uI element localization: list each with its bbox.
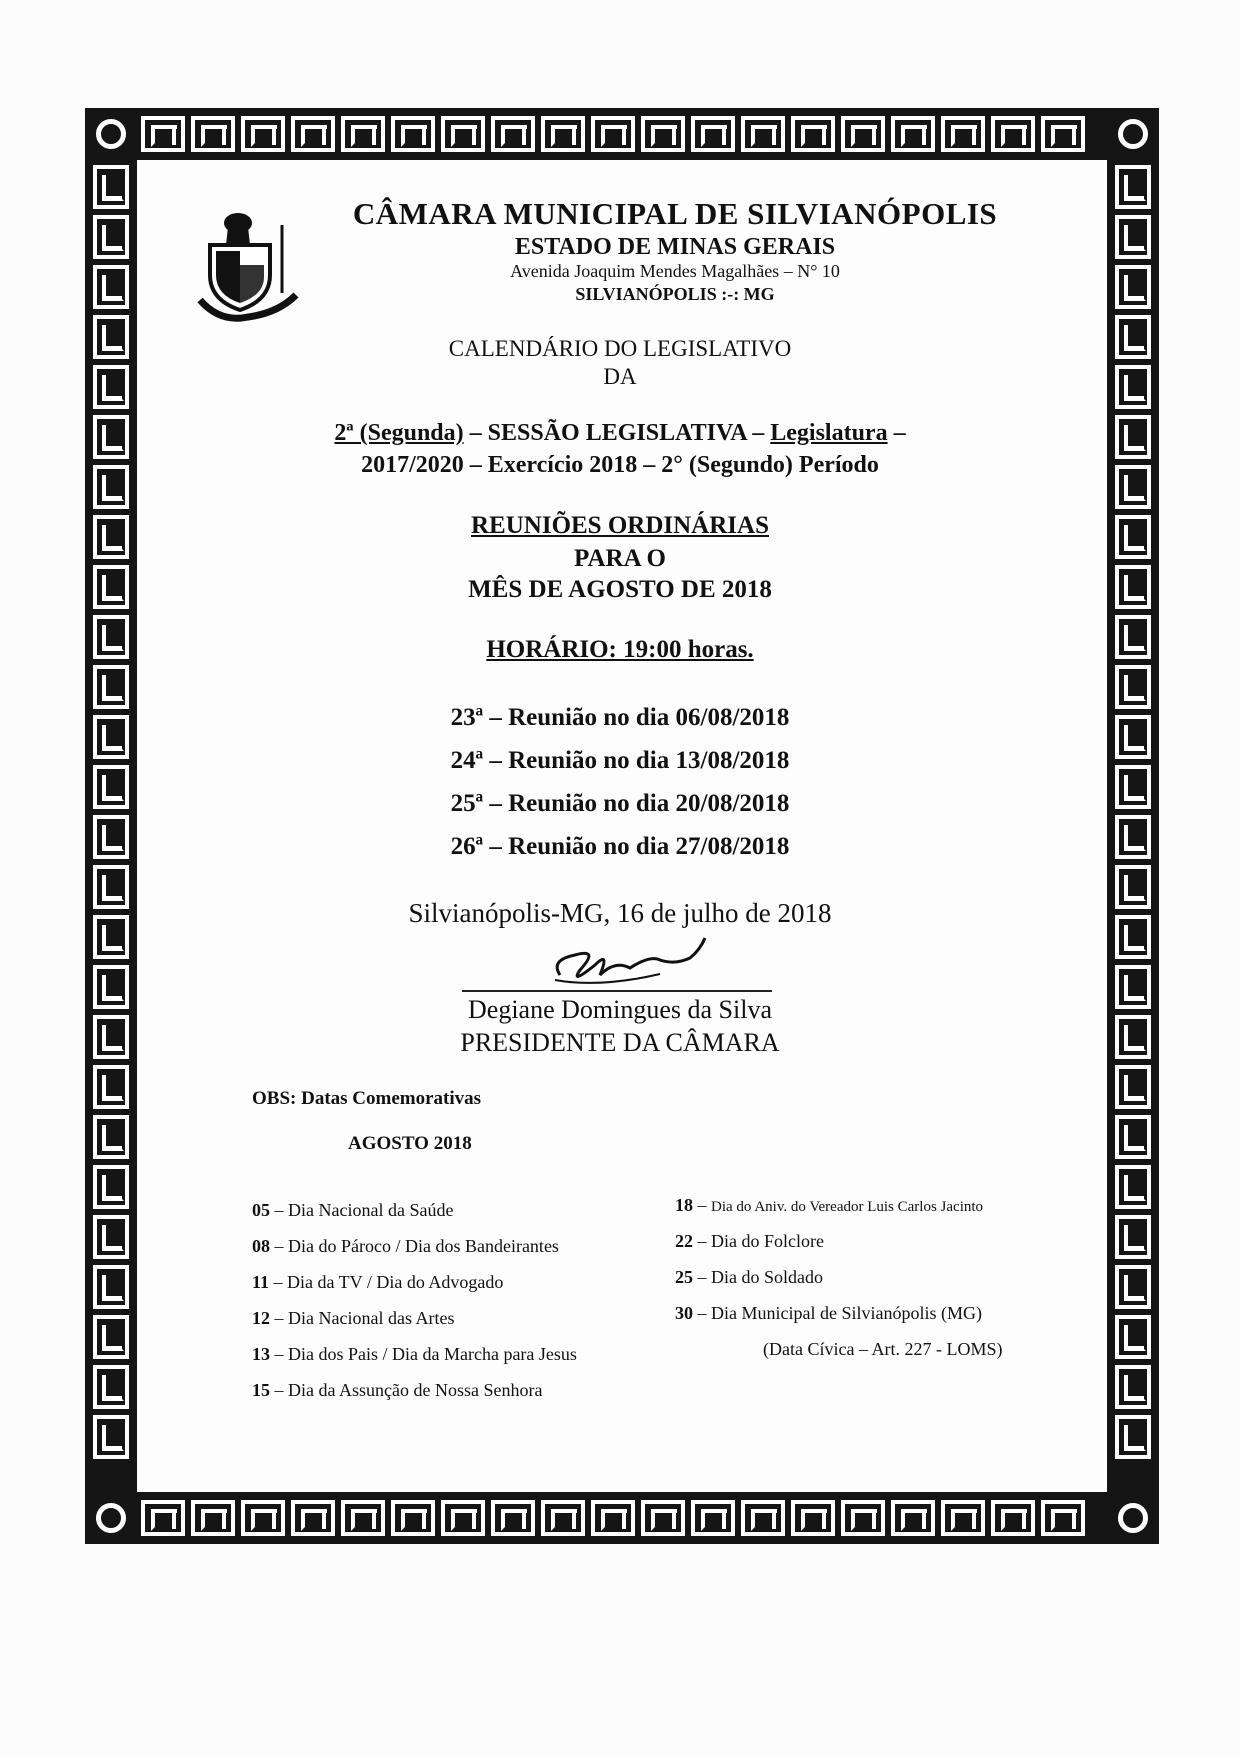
corner-ornament-tl bbox=[96, 119, 126, 149]
session-ordinal: 2ª (Segunda) bbox=[334, 420, 464, 446]
greek-key-tile bbox=[691, 116, 735, 152]
greek-key-tile bbox=[541, 1500, 585, 1536]
greek-key-tile bbox=[891, 116, 935, 152]
list-item: 11 – Dia da TV / Dia do Advogado bbox=[252, 1272, 504, 1292]
greek-key-tile bbox=[1115, 1065, 1151, 1109]
greek-key-tile bbox=[391, 1500, 435, 1536]
greek-key-tile bbox=[1115, 1215, 1151, 1259]
signature-line bbox=[462, 990, 772, 992]
session-line-1 bbox=[0, 420, 1240, 447]
greek-key-tile bbox=[741, 116, 785, 152]
list-item: 08 – Dia do Pároco / Dia dos Bandeirantes bbox=[252, 1236, 559, 1256]
obs-title: OBS: Datas Comemorativas bbox=[252, 1088, 482, 1109]
reunioes-para: PARA O bbox=[574, 545, 666, 572]
greek-key-tile bbox=[841, 1500, 885, 1536]
greek-key-tile bbox=[291, 116, 335, 152]
calendar-title: CALENDÁRIO DO LEGISLATIVO bbox=[448, 336, 792, 361]
greek-key-tile bbox=[791, 116, 835, 152]
corner-ornament-tr bbox=[1118, 119, 1148, 149]
greek-key-tile bbox=[491, 1500, 535, 1536]
greek-key-tile bbox=[93, 1315, 129, 1359]
greek-key-tile bbox=[1115, 1415, 1151, 1459]
corner-ornament-br bbox=[1118, 1503, 1148, 1533]
greek-key-tile bbox=[93, 1265, 129, 1309]
session-line-end: – bbox=[887, 420, 906, 446]
greek-key-tile bbox=[941, 116, 985, 152]
dates-right-column bbox=[675, 1190, 1002, 1370]
greek-key-tile bbox=[93, 1365, 129, 1409]
greek-key-tile bbox=[441, 116, 485, 152]
list-item: 13 – Dia dos Pais / Dia da Marcha para Jesus bbox=[252, 1344, 577, 1364]
greek-key-tile bbox=[93, 1165, 129, 1209]
greek-key-tile bbox=[991, 1500, 1035, 1536]
greek-key-tile bbox=[941, 1500, 985, 1536]
list-item: 30 – Dia Municipal de Silvianópolis (MG) bbox=[675, 1303, 982, 1323]
greek-key-tile bbox=[291, 1500, 335, 1536]
list-item: 12 – Dia Nacional das Artes bbox=[252, 1308, 455, 1328]
greek-key-tile bbox=[241, 1500, 285, 1536]
session-title: – SESSÃO LEGISLATIVA – bbox=[463, 420, 771, 446]
dates-left-column bbox=[252, 1195, 577, 1411]
meeting-time: HORÁRIO: 19:00 horas. bbox=[486, 636, 754, 663]
greek-key-tile bbox=[1041, 1500, 1085, 1536]
greek-key-tile bbox=[841, 116, 885, 152]
corner-ornament-bl bbox=[96, 1503, 126, 1533]
list-item: 18 – Dia do Aniv. do Vereador Luis Carlos Jacinto bbox=[675, 1195, 984, 1215]
signer-name: Degiane Domingues da Silva bbox=[468, 995, 772, 1024]
greek-key-tile bbox=[441, 1500, 485, 1536]
city: SILVIANÓPOLIS :-: MG bbox=[575, 284, 775, 304]
greek-key-bottom bbox=[138, 1500, 1088, 1536]
meeting-item: 25ª – Reunião no dia 20/08/2018 bbox=[450, 790, 790, 817]
handwritten-signature-icon bbox=[540, 930, 720, 990]
greek-key-tile bbox=[391, 116, 435, 152]
list-item: 22 – Dia do Folclore bbox=[675, 1231, 824, 1251]
session-line-2: 2017/2020 – Exercício 2018 – 2° (Segundo) Período bbox=[361, 452, 879, 478]
greek-key-tile bbox=[1041, 116, 1085, 152]
calendar-subtitle: DA bbox=[603, 364, 637, 389]
greek-key-tile bbox=[741, 1500, 785, 1536]
greek-key-tile bbox=[93, 1115, 129, 1159]
greek-key-tile bbox=[93, 265, 129, 309]
greek-key-tile bbox=[93, 1415, 129, 1459]
reunioes-month: MÊS DE AGOSTO DE 2018 bbox=[468, 576, 772, 603]
greek-key-tile bbox=[591, 1500, 635, 1536]
greek-key-tile bbox=[1115, 1265, 1151, 1309]
greek-key-tile bbox=[1115, 1365, 1151, 1409]
greek-key-tile bbox=[191, 1500, 235, 1536]
signer-role: PRESIDENTE DA CÂMARA bbox=[460, 1028, 780, 1057]
institution-title: CÂMARA MUNICIPAL DE SILVIANÓPOLIS bbox=[352, 196, 998, 231]
state-title: ESTADO DE MINAS GERAIS bbox=[514, 234, 836, 260]
greek-key-tile bbox=[641, 116, 685, 152]
greek-key-tile bbox=[141, 1500, 185, 1536]
greek-key-tile bbox=[93, 215, 129, 259]
greek-key-tile bbox=[541, 116, 585, 152]
greek-key-top bbox=[138, 116, 1088, 152]
list-item: 05 – Dia Nacional da Saúde bbox=[252, 1200, 454, 1220]
greek-key-tile bbox=[491, 116, 535, 152]
list-item: 25 – Dia do Soldado bbox=[675, 1267, 823, 1287]
greek-key-tile bbox=[591, 116, 635, 152]
greek-key-tile bbox=[341, 116, 385, 152]
greek-key-tile bbox=[241, 116, 285, 152]
greek-key-tile bbox=[641, 1500, 685, 1536]
meeting-item: 24ª – Reunião no dia 13/08/2018 bbox=[450, 747, 790, 774]
greek-key-tile bbox=[93, 165, 129, 209]
reunioes-title: REUNIÕES ORDINÁRIAS bbox=[471, 512, 769, 539]
session-legislatura: Legislatura bbox=[770, 420, 888, 446]
place-date: Silvianópolis-MG, 16 de julho de 2018 bbox=[408, 898, 832, 928]
meeting-item: 23ª – Reunião no dia 06/08/2018 bbox=[450, 704, 790, 731]
greek-key-tile bbox=[1115, 1115, 1151, 1159]
greek-key-tile bbox=[1115, 1165, 1151, 1209]
greek-key-tile bbox=[93, 1215, 129, 1259]
greek-key-tile bbox=[991, 116, 1035, 152]
greek-key-tile bbox=[691, 1500, 735, 1536]
greek-key-tile bbox=[191, 116, 235, 152]
list-item: 15 – Dia da Assunção de Nossa Senhora bbox=[252, 1380, 543, 1400]
civic-date-note: (Data Cívica – Art. 227 - LOMS) bbox=[763, 1339, 1003, 1359]
meeting-item: 26ª – Reunião no dia 27/08/2018 bbox=[450, 833, 790, 860]
greek-key-tile bbox=[141, 116, 185, 152]
greek-key-tile bbox=[791, 1500, 835, 1536]
meeting-list bbox=[0, 696, 1240, 868]
address: Avenida Joaquim Mendes Magalhães – N° 10 bbox=[510, 261, 840, 281]
greek-key-tile bbox=[1115, 1315, 1151, 1359]
greek-key-tile bbox=[891, 1500, 935, 1536]
greek-key-tile bbox=[93, 1065, 129, 1109]
obs-month: AGOSTO 2018 bbox=[348, 1133, 472, 1154]
greek-key-tile bbox=[341, 1500, 385, 1536]
